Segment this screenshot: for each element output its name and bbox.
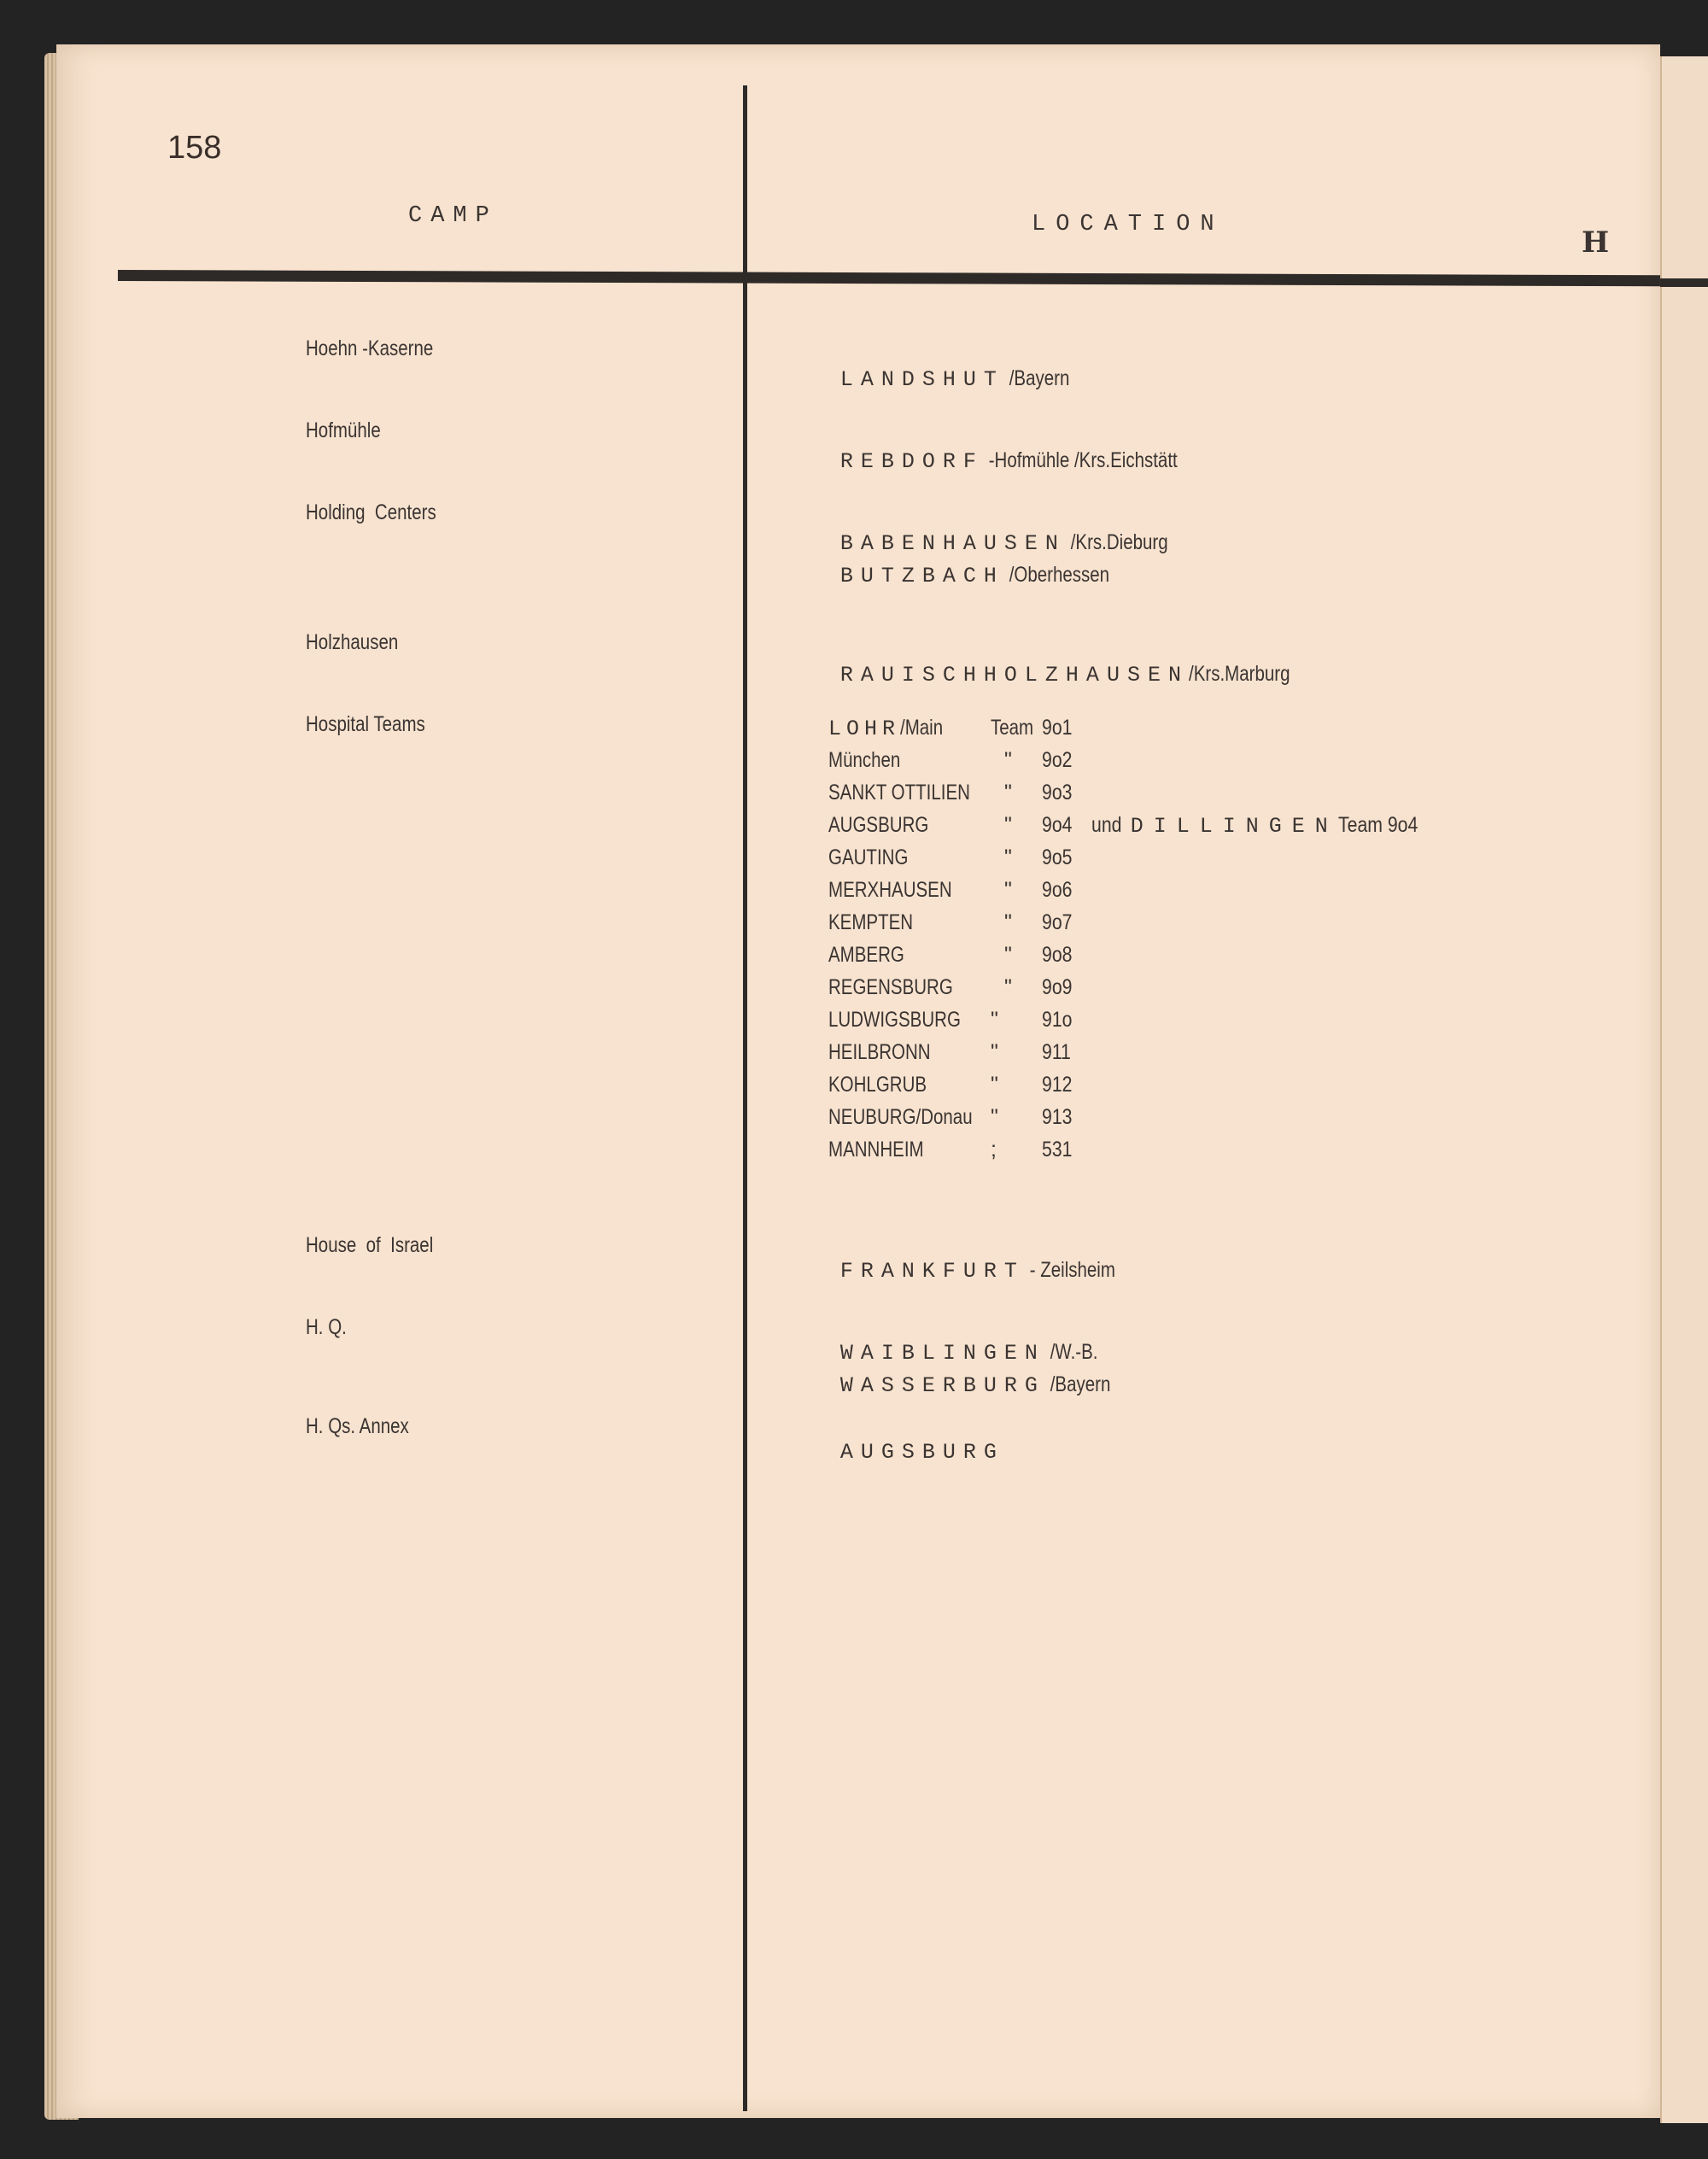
team-row	[828, 845, 1494, 875]
team-row	[828, 910, 1494, 939]
camp-name: Holzhausen	[306, 630, 399, 654]
location-suffix: /Bayern	[1003, 366, 1070, 390]
team-number: 912	[1042, 1073, 1073, 1097]
location-line	[828, 424, 1220, 474]
team-location: GAUTING	[828, 845, 909, 869]
location-line	[828, 1348, 1125, 1398]
team-location: KOHLGRUB	[828, 1073, 927, 1097]
team-row	[828, 878, 1494, 907]
team-row	[828, 975, 1494, 1004]
ditto-mark: "	[991, 1040, 998, 1064]
extra-team: Team 9o4	[1337, 813, 1418, 837]
team-number: 91o	[1042, 1008, 1073, 1032]
location-line	[828, 1233, 1135, 1284]
location-city: AUGSBURG	[839, 1440, 1004, 1465]
team-location: München	[828, 748, 901, 772]
section-letter: H	[1582, 225, 1610, 260]
extra-city: DILLINGEN	[1130, 814, 1338, 839]
location-suffix: /Bayern	[1044, 1372, 1111, 1396]
team-number: 531	[1042, 1138, 1073, 1161]
location-city: LANDSHUT	[839, 367, 1004, 392]
team-row	[828, 943, 1494, 972]
team-location: HEILBRONN	[828, 1040, 931, 1064]
location-line	[828, 637, 1312, 687]
camp-name: House of Israel	[306, 1233, 434, 1257]
location-city: WASSERBURG	[839, 1373, 1045, 1398]
team-number: 9o9	[1042, 975, 1073, 999]
ditto-mark: "	[991, 1073, 998, 1097]
location-suffix: /Krs.Marburg	[1188, 662, 1290, 686]
team-extra-note	[1091, 813, 1432, 839]
team-row	[828, 1105, 1494, 1134]
location-city: REBDORF	[839, 449, 984, 474]
ditto-mark: "	[1004, 975, 1012, 999]
team-row	[828, 1040, 1494, 1069]
page-number: 158	[167, 130, 222, 166]
camp-name: Hoehn -Kaserne	[306, 336, 434, 360]
ditto-mark: ;	[991, 1138, 997, 1161]
team-row	[828, 813, 1494, 842]
team-location: MERXHAUSEN	[828, 878, 952, 902]
camp-name: Hofmühle	[306, 418, 381, 442]
extra-conjunction: und	[1091, 813, 1122, 837]
team-number: 9o3	[1042, 781, 1073, 805]
column-divider	[743, 85, 747, 2111]
team-row	[828, 1073, 1494, 1102]
team-location: KEMPTEN	[828, 910, 914, 934]
team-row	[828, 1138, 1494, 1167]
location-suffix: /Krs.Dieburg	[1065, 530, 1168, 554]
ditto-mark: "	[1004, 813, 1012, 837]
ditto-mark: "	[991, 1008, 998, 1032]
camp-name: Hospital Teams	[306, 712, 425, 736]
camp-name: H. Qs. Annex	[306, 1414, 409, 1438]
facing-page-rule	[1660, 278, 1708, 287]
location-suffix: /Oberhessen	[1003, 563, 1110, 587]
team-row	[828, 1008, 1494, 1037]
ditto-mark: "	[1004, 943, 1012, 967]
location-suffix: /W.-B.	[1044, 1340, 1098, 1364]
location-city: FRANKFURT	[839, 1259, 1025, 1284]
camp-name: Holding Centers	[306, 500, 436, 524]
location-city: BUTZBACH	[839, 564, 1004, 588]
team-number: 9o8	[1042, 943, 1073, 967]
ditto-mark: "	[991, 1105, 998, 1129]
ditto-mark: "	[1004, 878, 1012, 902]
team-label: Team	[991, 716, 1034, 740]
team-number: 9o7	[1042, 910, 1073, 934]
team-number: 913	[1042, 1105, 1073, 1129]
camp-name: H. Q.	[306, 1315, 347, 1339]
team-location: REGENSBURG	[828, 975, 953, 999]
team-number: 9o2	[1042, 748, 1073, 772]
location-suffix: - Zeilsheim	[1024, 1258, 1115, 1282]
team-location: MANNHEIM	[828, 1138, 924, 1161]
location-city: WAIBLINGEN	[839, 1341, 1045, 1366]
column-header-location: LOCATION	[1032, 212, 1225, 237]
team-number: 9o5	[1042, 845, 1073, 869]
team-location	[828, 716, 952, 741]
team-location: NEUBURG/Donau	[828, 1105, 973, 1129]
team-location: AMBERG	[828, 943, 904, 967]
team-location-sub: /Main	[900, 716, 944, 740]
team-number: 9o6	[1042, 878, 1073, 902]
column-header-camp: CAMP	[408, 203, 498, 229]
location-line	[828, 1414, 1004, 1465]
ditto-mark: "	[1004, 748, 1012, 772]
facing-page-edge	[1660, 56, 1708, 2123]
ditto-mark: "	[1004, 910, 1012, 934]
team-row	[828, 748, 1494, 777]
location-city: BABENHAUSEN	[839, 531, 1066, 556]
team-location: AUGSBURG	[828, 813, 929, 837]
team-location-city: LOHR	[828, 717, 901, 741]
ditto-mark: "	[1004, 845, 1012, 869]
team-row	[828, 716, 1494, 745]
team-number: 9o1	[1042, 716, 1073, 740]
team-number: 911	[1042, 1040, 1071, 1064]
team-location: LUDWIGSBURG	[828, 1008, 961, 1032]
location-city: RAUISCHHOLZHAUSEN	[839, 663, 1189, 687]
team-location: SANKT OTTILIEN	[828, 781, 970, 805]
location-line	[828, 342, 1084, 392]
team-number: 9o4	[1042, 813, 1073, 837]
ditto-mark: "	[1004, 781, 1012, 805]
team-row	[828, 781, 1494, 810]
location-line	[828, 538, 1132, 588]
location-suffix: -Hofmühle /Krs.Eichstätt	[983, 448, 1178, 472]
